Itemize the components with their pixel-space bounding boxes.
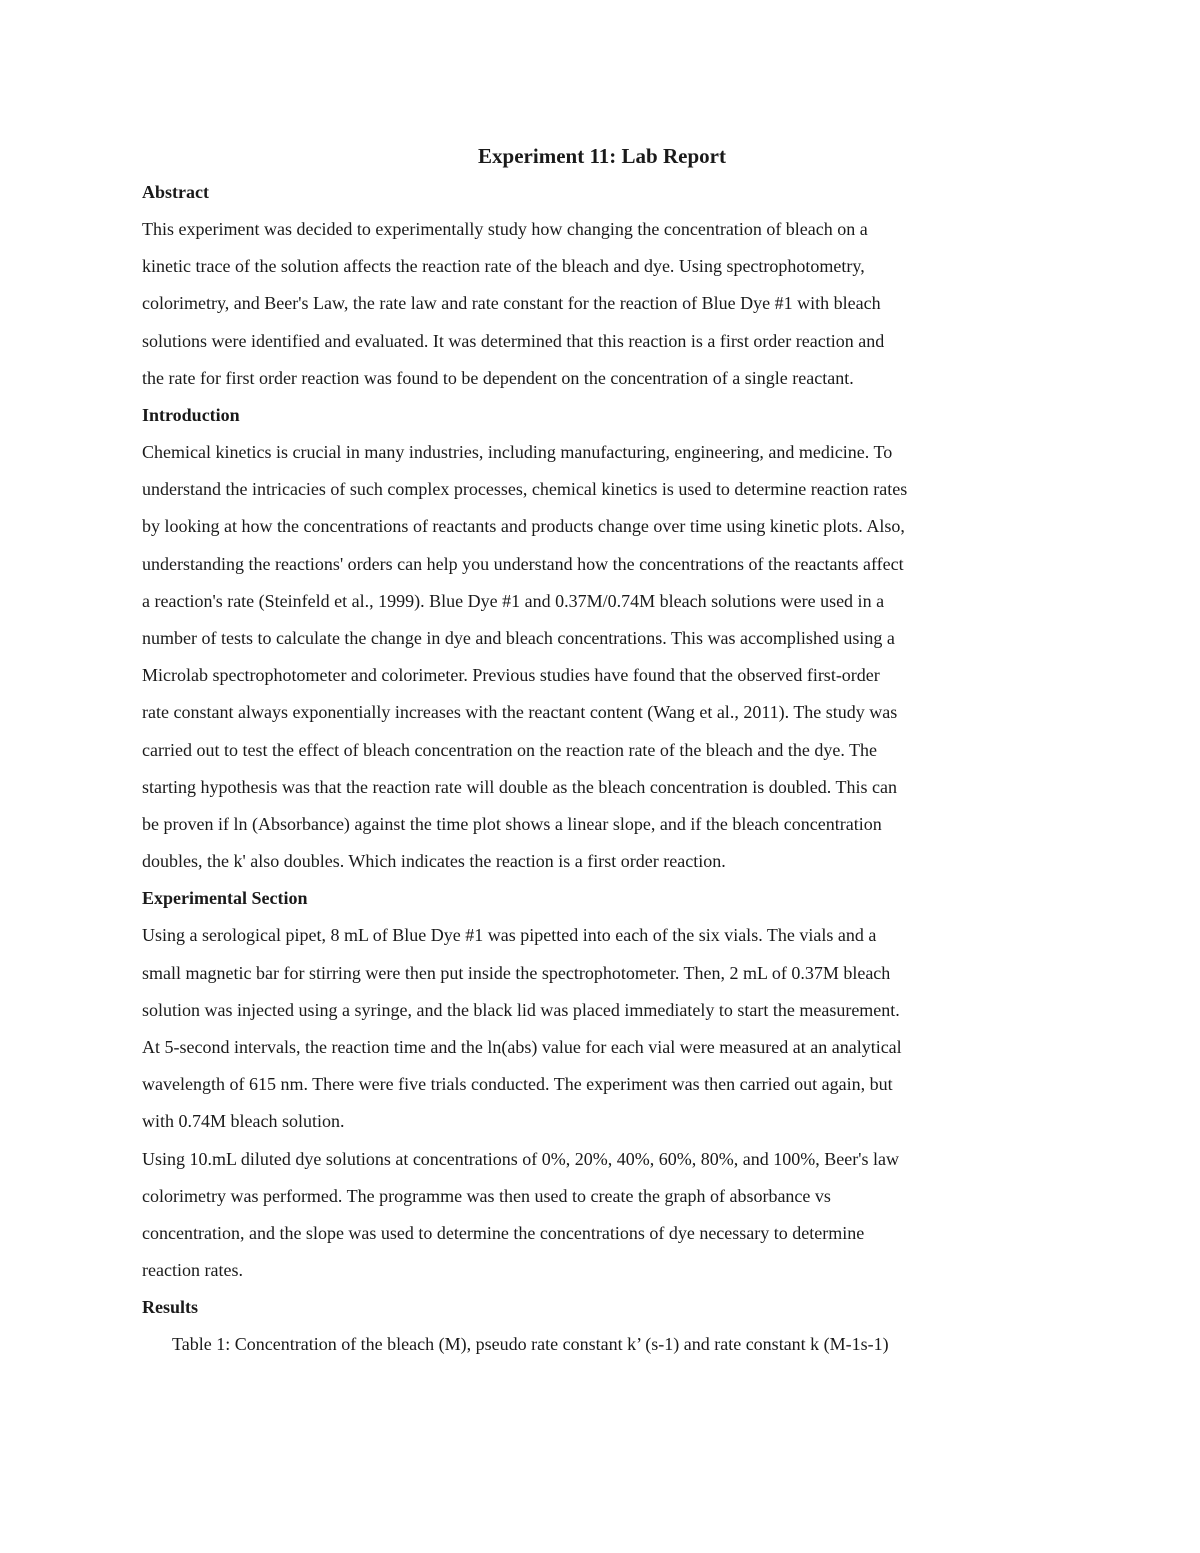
results-section	[142, 1289, 1062, 1363]
introduction-section	[142, 397, 1062, 880]
document-body	[142, 140, 1062, 1363]
text-line: Using 10.mL diluted dye solutions at concentrations of 0%, 20%, 40%, 60%, 80%, and 100%, Beer's law	[142, 1148, 899, 1169]
text-line: number of tests to calculate the change in dye and bleach concentrations. This was accomplished using a	[142, 628, 895, 649]
text-line: understanding the reactions' orders can help you understand how the concentrations of the reactants affect	[142, 553, 904, 574]
text-line: reaction rates.	[142, 1260, 243, 1281]
text-line: rate constant always exponentially increases with the reactant content (Wang et al., 2011). The study was	[142, 702, 898, 723]
introduction-heading: Introduction	[142, 405, 240, 426]
text-line: with 0.74M bleach solution.	[142, 1111, 345, 1132]
text-line: concentration, and the slope was used to determine the concentrations of dye necessary to determine	[142, 1223, 865, 1244]
text-line: by looking at how the concentrations of reactants and products change over time using kinetic plots. Also,	[142, 516, 905, 537]
text-line: be proven if ln (Absorbance) against the time plot shows a linear slope, and if the bleach concentration	[142, 814, 882, 835]
text-line: solution was injected using a syringe, and the black lid was placed immediately to start the measurement.	[142, 999, 900, 1020]
experimental-section	[142, 880, 1062, 1289]
text-line: colorimetry, and Beer's Law, the rate law and rate constant for the reaction of Blue Dye #1 with bleach	[142, 293, 881, 314]
text-line: kinetic trace of the solution affects the reaction rate of the bleach and dye. Using spectrophotometry,	[142, 256, 865, 277]
abstract-section	[142, 174, 1062, 397]
introduction-paragraph	[142, 434, 1062, 880]
abstract-paragraph	[142, 211, 1062, 397]
text-line: This experiment was decided to experimentally study how changing the concentration of bleach on a	[142, 219, 868, 239]
page-title: Experiment 11: Lab Report	[478, 144, 726, 168]
table-caption: Table 1: Concentration of the bleach (M), pseudo rate constant k’ (s-1) and rate constant k (M-1s-1)	[172, 1334, 889, 1355]
text-line: doubles, the k' also doubles. Which indicates the reaction is a first order reaction.	[142, 851, 726, 872]
results-heading: Results	[142, 1297, 199, 1318]
abstract-heading: Abstract	[142, 182, 209, 202]
text-line: At 5-second intervals, the reaction time and the ln(abs) value for each vial were measured at an analytical	[142, 1037, 902, 1058]
text-line: wavelength of 615 nm. There were five trials conducted. The experiment was then carried out again, but	[142, 1074, 893, 1095]
text-line: solutions were identified and evaluated. It was determined that this reaction is a first order reaction and	[142, 330, 885, 351]
text-line: the rate for first order reaction was found to be dependent on the concentration of a single reactant.	[142, 367, 854, 388]
text-line: colorimetry was performed. The programme was then used to create the graph of absorbance vs	[142, 1185, 831, 1206]
text-line: Microlab spectrophotometer and colorimeter. Previous studies have found that the observed first-order	[142, 665, 880, 686]
experimental-paragraph-1	[142, 917, 1062, 1140]
text-line: carried out to test the effect of bleach concentration on the reaction rate of the bleach and the dye. The	[142, 739, 878, 760]
text-line: a reaction's rate (Steinfeld et al., 1999). Blue Dye #1 and 0.37M/0.74M bleach solutions were used in a	[142, 590, 885, 611]
text-line: Using a serological pipet, 8 mL of Blue Dye #1 was pipetted into each of the six vials. The vials and a	[142, 925, 877, 946]
text-line: starting hypothesis was that the reaction rate will double as the bleach concentration is doubled. This can	[142, 776, 897, 797]
experimental-heading: Experimental Section	[142, 888, 308, 909]
text-line: understand the intricacies of such complex processes, chemical kinetics is used to determine reaction rates	[142, 479, 908, 500]
text-line: Chemical kinetics is crucial in many industries, including manufacturing, engineering, and medicine. To	[142, 442, 893, 463]
text-line: small magnetic bar for stirring were then put inside the spectrophotometer. Then, 2 mL of 0.37M bleach	[142, 962, 891, 983]
experimental-paragraph-2	[142, 1141, 1062, 1290]
